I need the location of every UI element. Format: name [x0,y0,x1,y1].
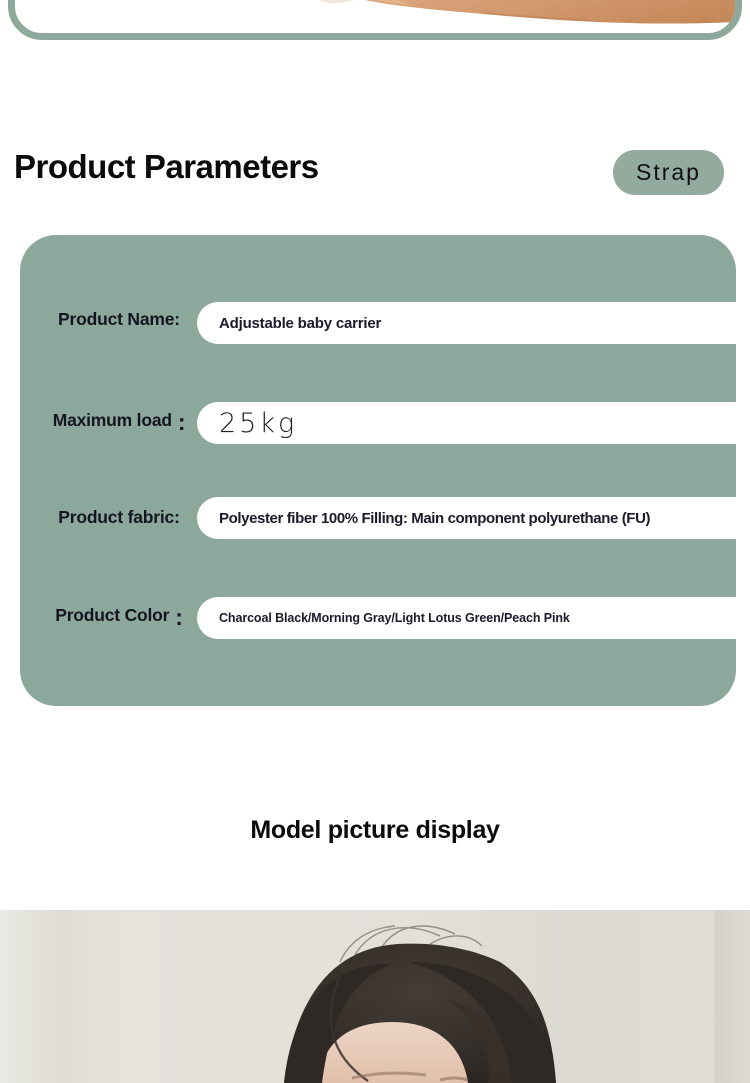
param-label-maximum-load: Maximum load : [52,409,186,435]
param-label-product-fabric: Product fabric: [58,507,180,527]
previous-product-image-card [8,0,742,40]
model-section-title: Model picture display [250,816,500,844]
param-value-product-fabric: Polyester fiber 100% Filling: Main component polyurethane (FU) [219,509,651,527]
skin-arm-image [15,0,735,33]
param-value-product-color: Charcoal Black/Morning Gray/Light Lotus Green/Peach Pink [219,611,570,625]
param-label-product-name: Product Name: [58,309,180,329]
strap-tag-button[interactable] [613,150,724,195]
param-value-product-name: Adjustable baby carrier [219,314,382,332]
param-field-product-color [197,597,750,639]
param-field-product-name [197,302,750,344]
strap-tag-label: Strap [636,159,701,185]
param-value-maximum-load: 25kg [219,407,298,439]
param-label-product-color: Product Color : [55,604,183,630]
param-field-product-fabric [197,497,750,539]
model-photo [0,910,750,1083]
page-title: Product Parameters [14,148,319,185]
param-field-maximum-load [197,402,750,444]
